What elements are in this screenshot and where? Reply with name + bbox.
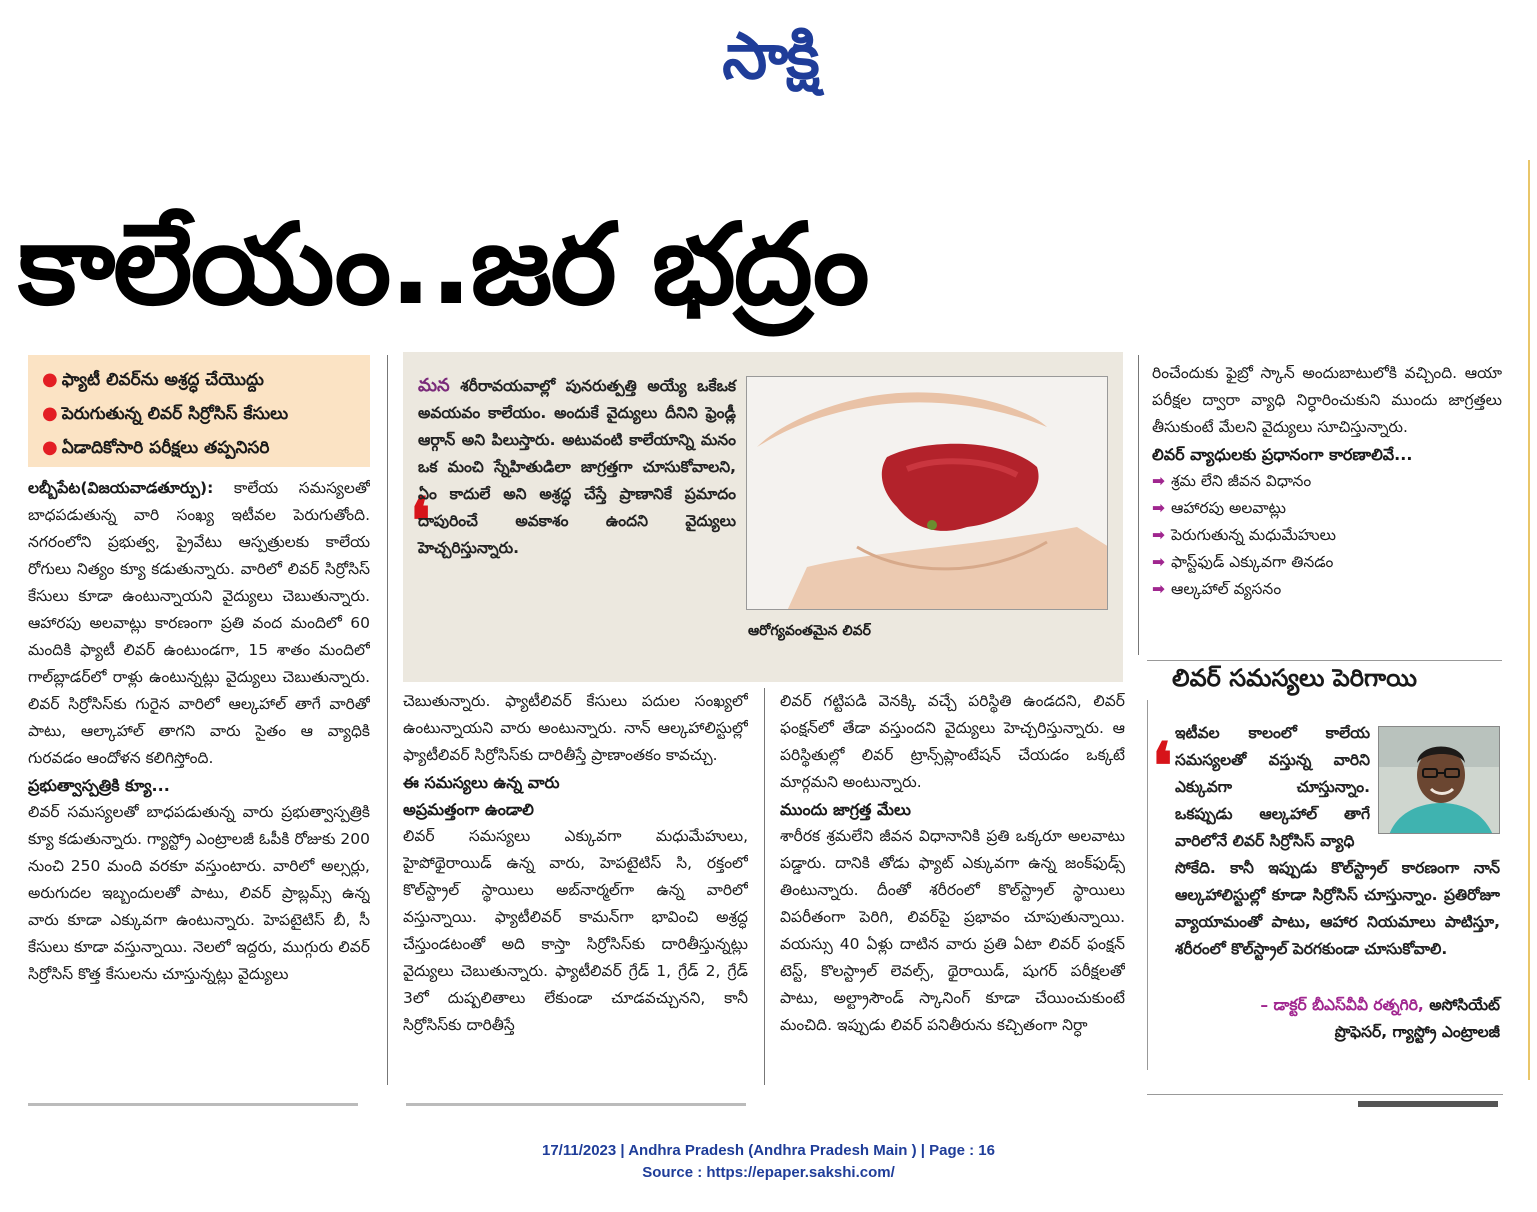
column-divider [387,355,388,1085]
doctor-quote-narrow: ఇటీవల కాలంలో కాలేయ సమస్యలతో వస్తున్న వారిని ఎక్కువగా చూస్తున్నాం. ఒకప్పుడు ఆల్కహాల్ తాగే వారిలోనే లివర్ సిర్రోసిస్ వ్యాధి [1175,724,1370,850]
bullet-dot-icon: ● [42,369,58,390]
byline-line-2: ప్రొఫెసర్, గ్యాస్ట్రో ఎంట్రాలజీ [1334,1023,1500,1041]
cropped-next-article-strip [28,1098,1503,1112]
article-paragraph: లబ్బీపేట(విజయవాడతూర్పు): కాలేయ సమస్యలతో బాధపడుతున్న వారి సంఖ్య ఇటీవల పెరుగుతోంది. నగరంలోని ప్రభుత్వ, ప్రైవేటు ఆస్పత్రులకు కాలేయ రోగులు నిత్యం క్యూ కడుతున్నారు. వారిలో లివర్ సిర్రోసిస్ కేసులు కూడా ఉంటున్నాయని వైద్యులు చెబుతున్నారు. ఆహారపు అలవాట్లు కారణంగా ప్రతి వంద మందిలో 60 మందికి ఫ్యాటీ లివర్ ఉంటుండగా, 15 శాతం మందిలో గాల్‌బ్లాడర్‌లో రాళ్లు ఉంటున్నట్లు వైద్యులు చెబుతున్నారు. లివర్ సిర్రోసిస్‌కు గురైన వారిలో ఆల్కహాల్ తాగే వారితో పాటు, ఆల్కాహాల్ తాగని వారు సైతం ఆ వ్యాధికి గురవడం ఆందోళన కలిగిస్తోంది. [28,479,370,767]
hands-liver-illustration [747,377,1108,610]
feature-first-word: మన [418,375,450,396]
doctor-portrait [1378,726,1500,834]
arrow-right-icon: ➡ [1152,580,1165,598]
reason-item: ➡ శ్రమ లేని జీవన విధానం [1152,472,1312,490]
liver-photo [746,376,1108,610]
bottom-rule [1147,1094,1503,1095]
headline: కాలేయం..జర భద్రం [18,200,868,330]
article-paragraph: శారీరక శ్రమలేని జీవన విధానానికి ప్రతి ఒక్కరూ అలవాటు పడ్డారు. దానికి తోడు ఫ్యాట్ ఎక్కువగా ఉన్న జంక్‌ఫుడ్స్ తింటున్నారు. దీంతో శరీరంలో కొల్‌స్ట్రాల్ స్థాయిలు విపరీతంగా పెరిగి, లివర్‌పై ప్రభావం చూపుతున్నాయి. వయస్సు 40 ఏళ్లు దాటిన వారు ప్రతి ఏటా లివర్ ఫంక్షన్ టెస్ట్, కొలస్ట్రాల్ లెవల్స్, థైరాయిడ్, షుగర్ పరీక్షలతో పాటు, అల్ట్రాసౌండ్ స్కానింగ్ కూడా చేయించుకుంటే మంచిది. ఇప్పుడు లివర్ పనితీరును కచ్చితంగా నిర్ధా [780,827,1125,1034]
footer-source-link[interactable]: Source : https://epaper.sakshi.com/ [642,1164,895,1181]
column-divider [1138,355,1139,655]
quote-mark-icon: ❛ [410,484,431,559]
arrow-right-icon: ➡ [1152,526,1165,544]
reason-item: ➡ పెరుగుతున్న మధుమేహులు [1152,526,1337,544]
section-subhead: ఈ సమస్యలు ఉన్న వారు [403,773,560,792]
reason-item: ➡ ఆల్కహాల్ వ్యసనం [1152,580,1282,598]
dateline: లబ్బీపేట(విజయవాడతూర్పు): [28,479,214,497]
column-divider [764,688,765,1085]
highlight-item: ● పెరుగుతున్న లివర్ సిర్రోసిస్ కేసులు [42,403,289,424]
reason-item: ➡ ఫాస్ట్‌ఫుడ్ ఎక్కువగా తినడం [1152,553,1334,571]
reasons-list [1152,468,1502,603]
bullet-dot-icon: ● [42,403,58,424]
doctor-byline [1175,992,1500,1052]
doctor-role: అసోసియేట్ [1429,996,1500,1014]
article-column-1 [28,475,370,1085]
arrow-right-icon: ➡ [1152,553,1165,571]
section-subhead: ప్రభుత్వాస్పత్రికి క్యూ... [28,776,170,795]
article-paragraph: చెబుతున్నారు. ఫ్యాటీలివర్ కేసులు పదుల సంఖ్యలో ఉంటున్నాయని వారు అంటున్నారు. నాన్ ఆల్కహాలిస్టుల్లో ఫ్యాటీలివర్ సిర్రోసిస్‌కు దారితీస్తే ప్రాణాంతకం కావచ్చు. [403,692,748,764]
feature-text: మన శరీరావయవాల్లో పునరుత్పత్తి అయ్యే ఒకేఒక అవయవం కాలేయం. అందుకే వైద్యులు దీనిని ఫ్రెండ్లీ ఆర్గాన్ అని పిలుస్తారు. అటువంటి కాలేయాన్ని మనం ఒక మంచి స్నేహితుడిలా జాగ్రత్తగా చూసుకోవాలని, ఏం కాదులే అని అశ్రద్ధ చేస్తే ప్రాణానికే ప్రమాదం దాపురించే అవకాశం ఉందని వైద్యులు హెచ్చరిస్తున్నారు. [418,375,736,557]
page-edge-rule [1528,160,1530,1080]
reasons-heading: లివర్ వ్యాధులకు ప్రధానంగా కారణాలివే... [1152,445,1413,464]
section-subhead: అప్రమత్తంగా ఉండాలి [403,800,534,819]
highlight-item: ● ఏడాదికోసారి పరీక్షలు తప్పనిసరి [42,437,270,458]
doctor-quote-wide: సోకేది. కానీ ఇప్పుడు కొల్‌స్ట్రాల్ కారణంగా నాన్ ఆల్కహాలిస్టుల్లో కూడా సిర్రోసిస్ చూస్తున్నాం. ప్రతిరోజూ వ్యాయామంతో పాటు, ఆహార నియమాలు పాటిస్తూ, శరీరంలో కొల్‌స్ట్రాల్ పెరగకుండా చూసుకోవాలి. [1175,859,1500,958]
doctor-box-title: లివర్ సమస్యలు పెరిగాయి [1172,664,1417,692]
article-paragraph: లివర్ గట్టిపడి వెనక్కి వచ్చే పరిస్థితి ఉండదని, లివర్ ఫంక్షన్‌లో తేడా వస్తుందని వైద్యులు హెచ్చరిస్తున్నారు. ఆ పరిస్థితుల్లో లివర్ ట్రాన్స్‌ప్లాంటేషన్ చేయడం ఒక్కటే మార్గమని అంటున్నారు. [780,692,1125,791]
byline-line-1: – డాక్టర్ బీఎస్‌వీవీ రత్నగిరి, అసోసియేట్ [1260,996,1500,1014]
highlights-box [28,355,370,467]
article-column-4 [1152,360,1502,660]
section-subhead: ముందు జాగ్రత్త మేలు [780,800,911,819]
footer-edition-line: 17/11/2023 | Andhra Pradesh (Andhra Pradesh Main ) | Page : 16 [541,1142,995,1159]
masthead-logo: సాక్షి [722,20,818,94]
article-column-3 [780,688,1125,1085]
article-paragraph: రించేందుకు ఫైబ్రో స్కాన్ అందుబాటులోకి వచ్చింది. ఆయా పరీక్షల ద్వారా వ్యాధి నిర్ధారించుకుని ముందు జాగ్రత్తలు తీసుకుంటే మేలని వైద్యులు సూచిస్తున్నారు. [1152,364,1502,436]
photo-caption: ఆరోగ్యవంతమైన లివర్ [748,623,871,639]
arrow-right-icon: ➡ [1152,499,1165,517]
quote-mark-icon: ❛ [1152,729,1173,804]
box-side-rule [1147,700,1148,1070]
bullet-dot-icon: ● [42,437,58,458]
doctor-name: డాక్టర్ బీఎస్‌వీవీ రత్నగిరి, [1273,996,1424,1014]
article-paragraph: లివర్ సమస్యలు ఎక్కువగా మధుమేహులు, హైపోథైరాయిడ్ ఉన్న వారు, హెపటైటిస్ సి, రక్తంలో కొల్‌స్ట్రాల్ స్థాయిలు అబ్‌నార్మల్‌గా ఉన్న వారిలో వస్తున్నాయి. ఫ్యాటీలివర్ కామన్‌గా భావించి అశ్రద్ధ చేస్తుండటంతో అది కాస్తా సిర్రోసిస్‌కు దారితీస్తున్నట్లు వైద్యులు చెబుతున్నారు. ఫ్యాటీలివర్ గ్రేడ్ 1, గ్రేడ్ 2, గ్రేడ్ 3లో దుష్పలితాలు లేకుండా చూడవచ్చునని, కానీ సిర్రోసిస్‌కు దారితీస్తే [403,827,748,1034]
doctor-photo-illustration [1379,727,1500,834]
arrow-right-icon: ➡ [1152,472,1165,490]
reason-item: ➡ ఆహారపు అలవాట్లు [1152,499,1286,517]
article-paragraph: లివర్ సమస్యలతో బాధపడుతున్న వారు ప్రభుత్వాస్పత్రికి క్యూ కడుతున్నారు. గ్యాస్ట్రో ఎంట్రాలజీ ఓపీకి రోజుకు 200 నుంచి 250 మంది వరకూ వస్తుంటారు. వారిలో అల్సర్లు, అరుగుదల ఇబ్బందులతో పాటు, లివర్ ప్రాబ్లమ్స్ ఉన్న వారు కూడా ఎక్కువగా ఉంటున్నారు. హెపటైటిస్ బీ, సీ కేసులు కూడా వస్తున్నాయి. నెలలో ఇద్దరు, ముగ్గురు లివర్ సిర్రోసిస్ కొత్త కేసులను చూస్తున్నట్లు వైద్యులు [28,803,370,983]
highlight-item: ● ఫ్యాటీ లివర్‌ను అశ్రద్ధ చేయొద్దు [42,369,264,390]
article-column-2 [403,688,748,1085]
